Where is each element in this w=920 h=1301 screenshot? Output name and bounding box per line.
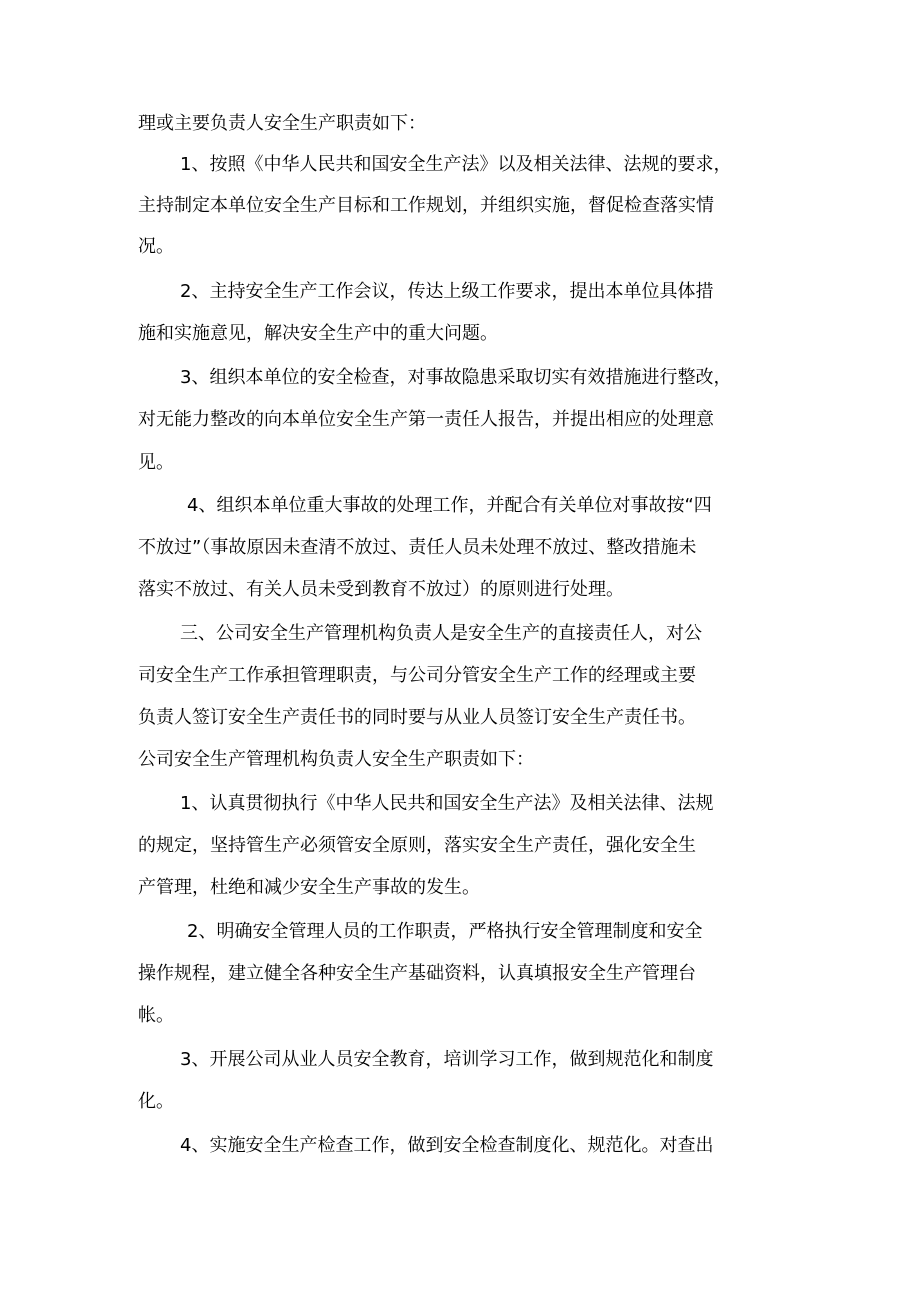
- text-line: 况。: [138, 236, 174, 257]
- text-line: 司安全生产工作承担管理职责，与公司分管安全生产工作的经理或主要: [138, 665, 696, 686]
- text-line: 帐。: [138, 1005, 174, 1026]
- text-line: 的规定，坚持管生产必须管安全原则，落实安全生产责任，强化安全生: [138, 835, 696, 856]
- text-line: 2、明确安全管理人员的工作职责，严格执行安全管理制度和安全: [187, 921, 703, 942]
- text-line: 公司安全生产管理机构负责人安全生产职责如下：: [138, 749, 534, 770]
- text-line: 1、认真贯彻执行《中华人民共和国安全生产法》及相关法律、法规: [180, 793, 714, 814]
- text-line: 对无能力整改的向本单位安全生产第一责任人报告，并提出相应的处理意: [138, 409, 714, 430]
- text-line: 3、开展公司从业人员安全教育，培训学习工作，做到规范化和制度: [180, 1049, 714, 1070]
- text-line: 1、按照《中华人民共和国安全生产法》以及相关法律、法规的要求，: [180, 154, 732, 175]
- text-line: 4、组织本单位重大事故的处理工作，并配合有关单位对事故按“四: [187, 495, 712, 516]
- text-line: 操作规程，建立健全各种安全生产基础资料，认真填报安全生产管理台: [138, 963, 696, 984]
- text-line: 负责人签订安全生产责任书的同时要与从业人员签订安全生产责任书。: [138, 707, 696, 728]
- text-line: 2、主持安全生产工作会议，传达上级工作要求，提出本单位具体措: [180, 281, 714, 302]
- text-line: 见。: [138, 452, 174, 473]
- text-line: 施和实施意见，解决安全生产中的重大问题。: [138, 323, 498, 344]
- text-line: 3、组织本单位的安全检查，对事故隐患采取切实有效措施进行整改，: [180, 367, 732, 388]
- text-line: 不放过”（事故原因未查清不放过、责任人员未处理不放过、整改措施未: [138, 537, 697, 558]
- text-line: 落实不放过、有关人员未受到教育不放过）的原则进行处理。: [138, 579, 624, 600]
- text-line: 理或主要负责人安全生产职责如下：: [138, 113, 426, 134]
- text-line: 主持制定本单位安全生产目标和工作规划，并组织实施，督促检查落实情: [138, 195, 714, 216]
- text-line: 三、公司安全生产管理机构负责人是安全生产的直接责任人，对公: [180, 623, 702, 644]
- text-line: 4、实施安全生产检查工作，做到安全检查制度化、规范化。对查出: [180, 1135, 714, 1156]
- text-line: 产管理，杜绝和减少安全生产事故的发生。: [138, 877, 480, 898]
- text-line: 化。: [138, 1091, 174, 1112]
